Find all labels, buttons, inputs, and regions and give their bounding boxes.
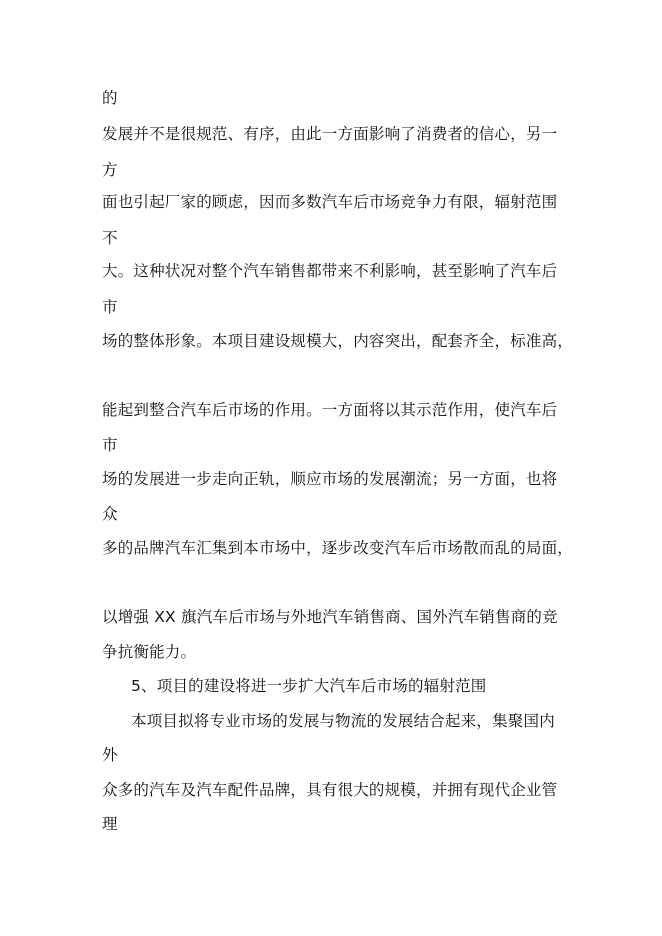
text-line: 争抗衡能力。 <box>102 643 197 661</box>
text-line: 场的发展进一步走向正轨，顺应市场的发展潮流；另一方面，也将 <box>102 470 558 488</box>
text-line: 市 <box>102 298 118 316</box>
text-line: 本项目拟将专业市场的发展与物流的发展结合起来，集聚国内 <box>131 712 555 730</box>
text-line: 的 <box>102 89 118 107</box>
text-line: 方 <box>102 161 118 179</box>
text-line: 众多的汽车及汽车配件品牌，具有很大的规模，并拥有现代企业管 <box>102 781 558 799</box>
section-heading: 5、项目的建设将进一步扩大汽车后市场的辐射范围 <box>131 677 487 695</box>
text-line: 理 <box>102 815 118 833</box>
text-line: 不 <box>102 229 118 247</box>
text-line: 以增强 XX 旗汽车后市场与外地汽车销售商、国外汽车销售商的竞 <box>102 608 558 626</box>
text-line: 面也引起厂家的顾虑，因而多数汽车后市场竞争力有限，辐射范围 <box>102 193 558 211</box>
text-line: 场的整体形象。本项目建设规模大，内容突出，配套齐全，标准高， <box>102 332 574 350</box>
text-line: 多的品牌汽车汇集到本市场中，逐步改变汽车后市场散而乱的局面， <box>102 539 574 557</box>
text-line: 能起到整合汽车后市场的作用。一方面将以其示范作用，使汽车后 <box>102 401 558 419</box>
text-line: 市 <box>102 436 118 454</box>
text-line: 众 <box>102 505 118 523</box>
text-line: 大。这种状况对整个汽车销售都带来不利影响，甚至影响了汽车后 <box>102 262 558 280</box>
text-line: 外 <box>102 746 118 764</box>
text-line: 发展并不是很规范、有序，由此一方面影响了消费者的信心，另一 <box>102 125 558 143</box>
